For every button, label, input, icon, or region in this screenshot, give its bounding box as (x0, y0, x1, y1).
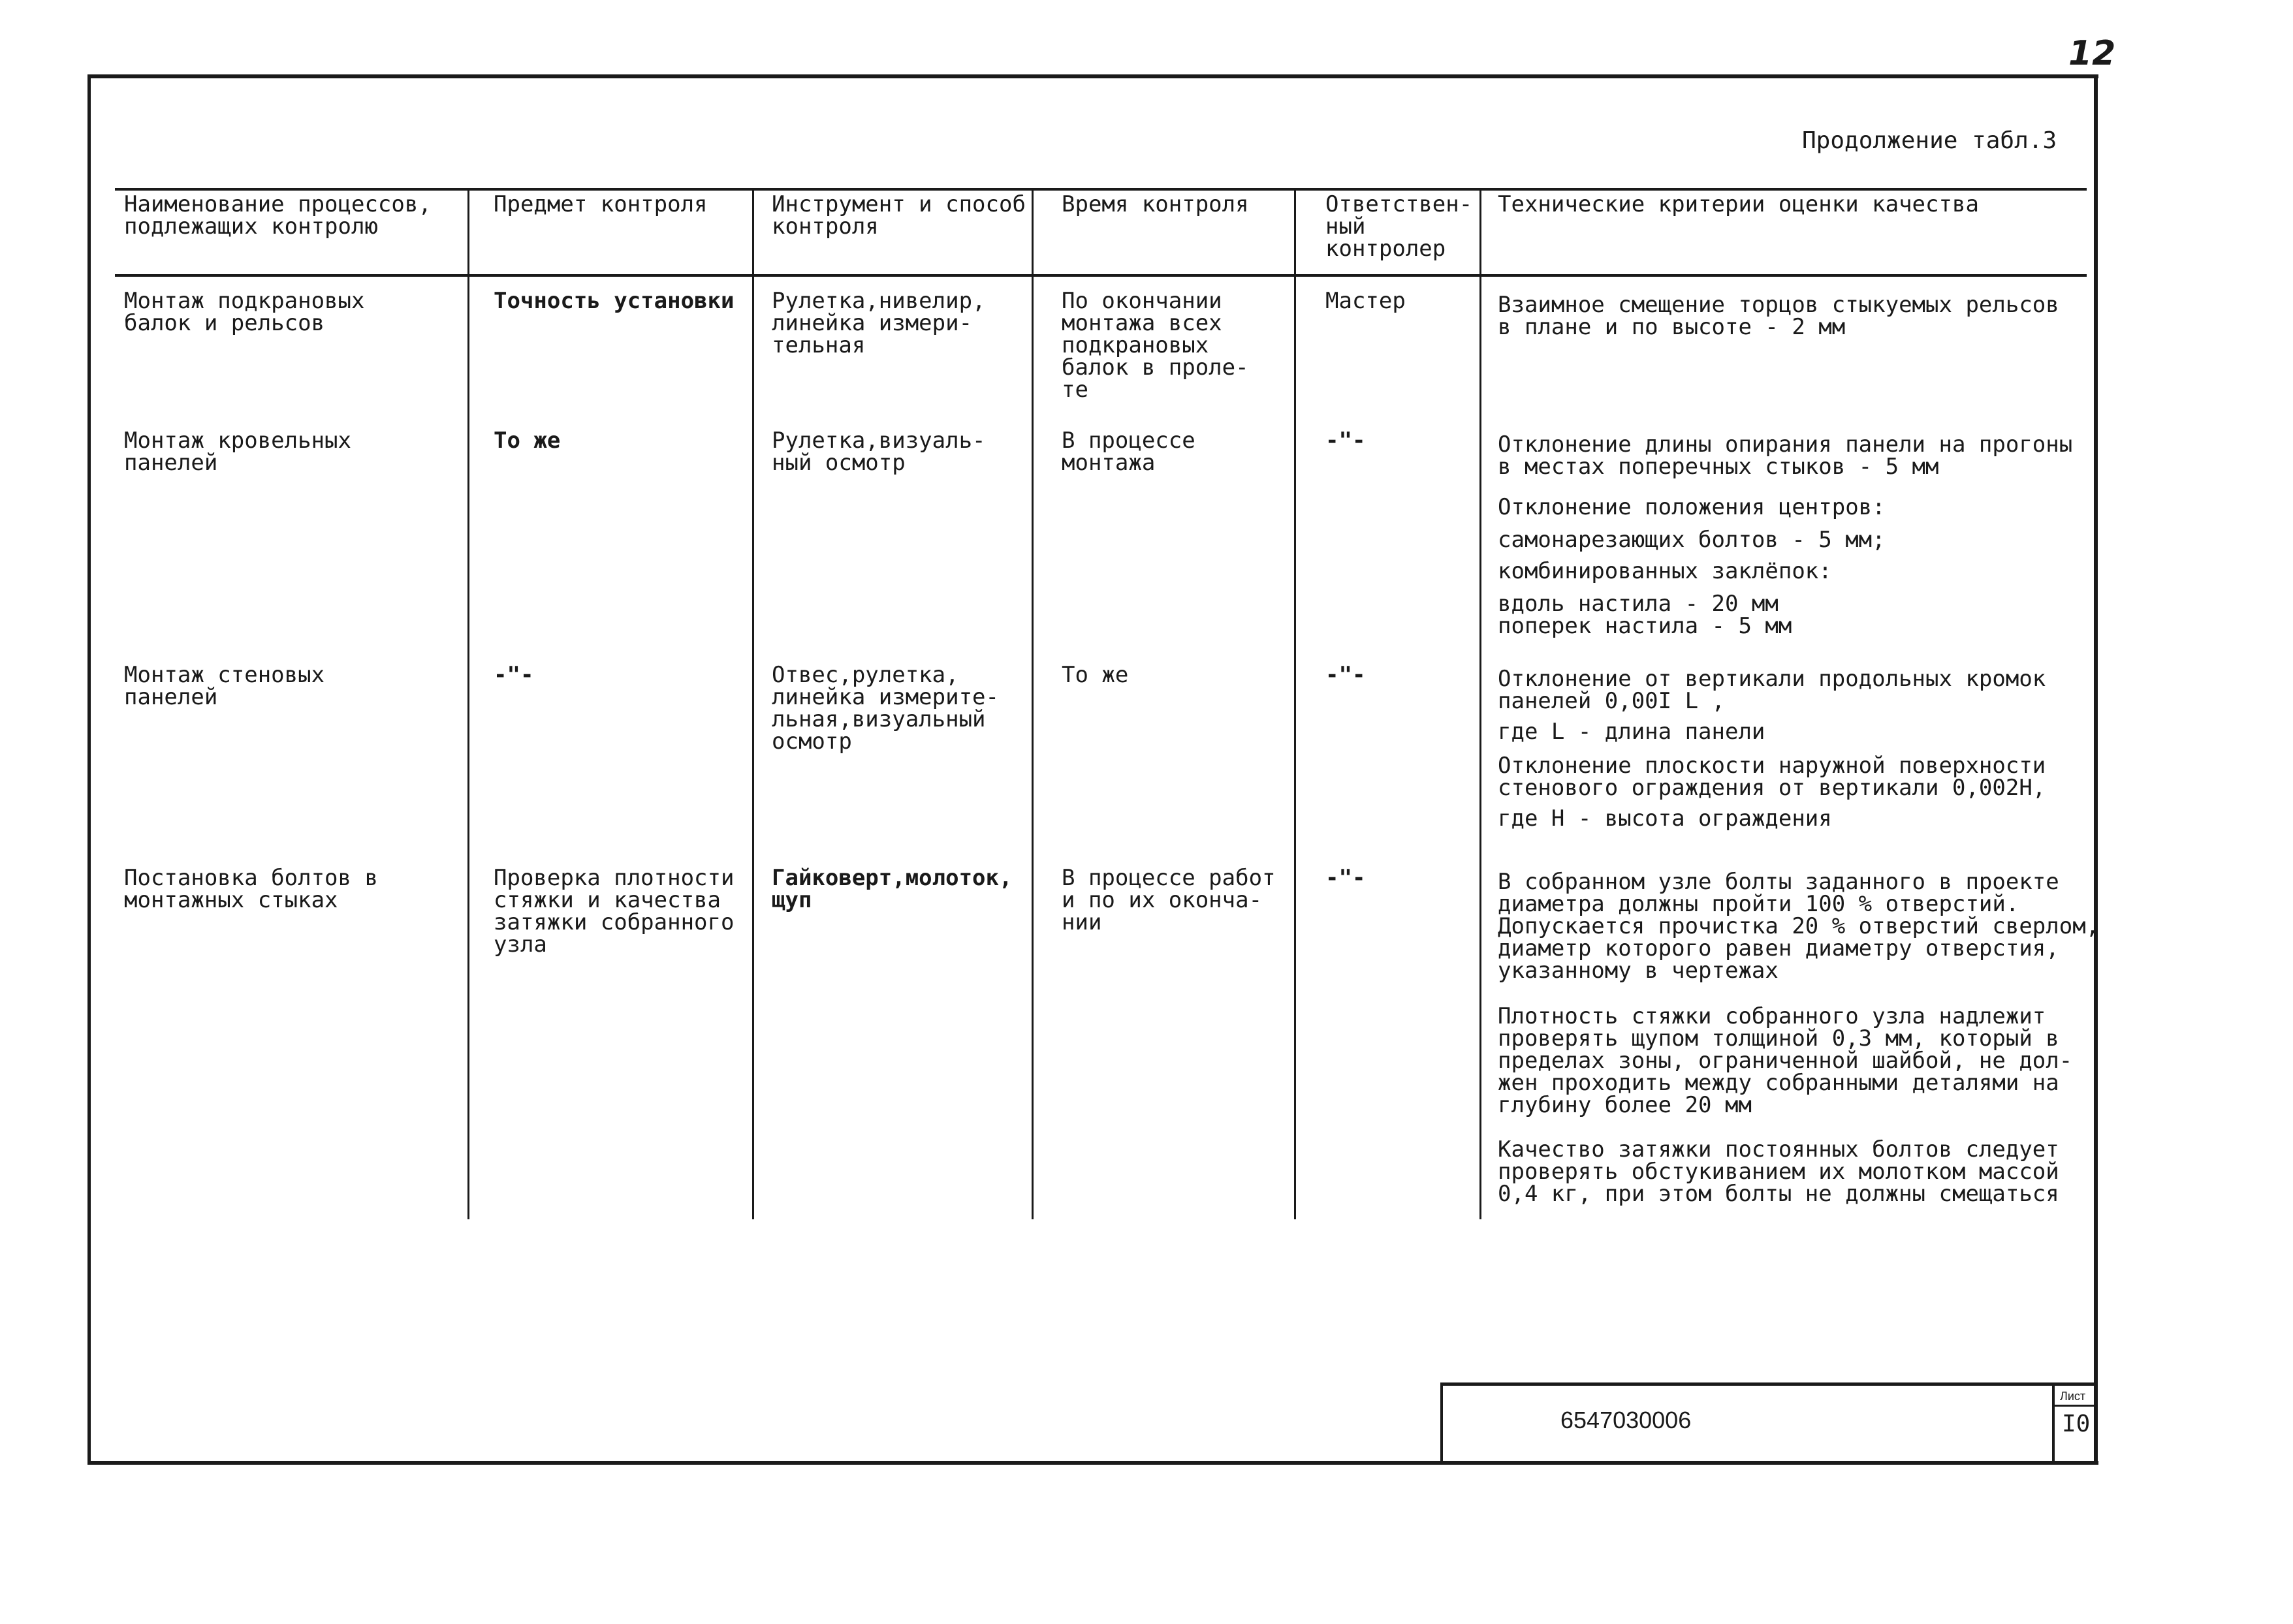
table-caption: Продолжение табл.3 (1802, 127, 2057, 154)
row-3-controller: -"- (1325, 662, 1366, 688)
frame-bottom-border (87, 1461, 2098, 1465)
row-1-controller: Мастер (1325, 288, 1406, 314)
row-3-time: То же (1062, 662, 1129, 688)
frame-top-border (87, 74, 2098, 78)
row-1-instrument: Рулетка,нивелир, линейка измери- тельная (772, 288, 986, 358)
document-code: 6547030006 (1560, 1407, 1692, 1433)
row-4-criteria-3: Качество затяжки постоянных болтов следует проверять обстукиванием их молотком массой 0,4 кг, при этом болты не должны смещаться (1498, 1136, 2059, 1207)
column-divider-3 (1032, 188, 1034, 1219)
table-header-rule (115, 274, 2087, 277)
header-controller: Ответствен- ный контролер (1325, 191, 1473, 262)
row-1-subject: Точность установки (494, 288, 735, 314)
row-4-criteria-1: В собранном узле болты заданного в проекте диаметра должны пройти 100 % отверстий. Допускается прочистка 20 % отверстий сверлом, диаметр которого равен диаметру отверстия, указанному в чертежах (1498, 869, 2100, 984)
row-3-process: Монтаж стеновых панелей (124, 662, 325, 710)
row-4-instrument: Гайковерт,молоток, щуп (772, 865, 1013, 913)
row-2-criteria-4: комбинированных заклёпок: (1498, 558, 1832, 584)
row-2-subject: То же (494, 428, 561, 454)
column-divider-5 (1479, 188, 1481, 1219)
header-time: Время контроля (1062, 191, 1249, 217)
column-divider-2 (752, 188, 754, 1219)
header-criteria: Технические критерии оценки качества (1498, 191, 1979, 217)
row-4-process: Постановка болтов в монтажных стыках (124, 865, 378, 913)
row-3-criteria-1: Отклонение от вертикали продольных кромок панелей 0,00I L , (1498, 666, 2046, 714)
frame-left-border (87, 74, 91, 1465)
row-4-subject: Проверка плотности стяжки и качества затяжки собранного узла (494, 865, 735, 958)
row-2-criteria-2: Отклонение положения центров: (1498, 494, 1886, 520)
frame-right-border (2094, 74, 2098, 1465)
header-instrument: Инструмент и способ контроля (772, 191, 1026, 240)
row-2-time: В процессе монтажа (1062, 428, 1195, 476)
stamp-left-rule (1440, 1382, 1443, 1463)
row-4-criteria-2: Плотность стяжки собранного узла надлежит проверять щупом толщиной 0,3 мм, который в пределах зоны, ограниченной шайбой, не дол- жен проходить между собранными деталями на глубину более 20 мм (1498, 1003, 2073, 1118)
column-divider-4 (1294, 188, 1296, 1219)
row-2-controller: -"- (1325, 428, 1366, 454)
page-number: 12 (2068, 34, 2116, 73)
header-process: Наименование процессов, подлежащих контролю (124, 191, 432, 240)
table-top-rule (115, 188, 2087, 191)
row-2-process: Монтаж кровельных панелей (124, 428, 351, 476)
row-4-time: В процессе работ и по их оконча- нии (1062, 865, 1276, 935)
row-3-criteria-2: где L - длина панели (1498, 719, 1765, 745)
stamp-sheet-label-rule (2052, 1405, 2096, 1407)
sheet-label: Лист (2060, 1390, 2086, 1403)
row-2-criteria-1: Отклонение длины опирания панели на прогоны в местах поперечных стыков - 5 мм (1498, 431, 2073, 480)
column-divider-1 (467, 188, 469, 1219)
header-subject: Предмет контроля (494, 191, 708, 217)
row-1-process: Монтаж подкрановых балок и рельсов (124, 288, 365, 336)
stamp-top-rule (1440, 1382, 2097, 1386)
row-3-criteria-4: где H - высота ограждения (1498, 805, 1832, 832)
row-2-criteria-3: самонарезающих болтов - 5 мм; (1498, 527, 1886, 553)
row-1-time: По окончании монтажа всех подкрановых балок в проле- те (1062, 288, 1249, 403)
row-4-controller: -"- (1325, 865, 1366, 891)
stamp-sheet-divider (2052, 1382, 2055, 1463)
row-1-criteria-1: Взаимное смещение торцов стыкуемых рельсов в плане и по высоте - 2 мм (1498, 292, 2059, 340)
row-2-instrument: Рулетка,визуаль- ный осмотр (772, 428, 986, 476)
row-2-criteria-5: вдоль настила - 20 мм поперек настила - 5 мм (1498, 591, 1792, 639)
row-3-subject: -"- (494, 662, 534, 688)
sheet-number: I0 (2062, 1411, 2091, 1437)
row-3-criteria-3: Отклонение плоскости наружной поверхности стенового ограждения от вертикали 0,002H, (1498, 753, 2046, 801)
row-3-instrument: Отвес,рулетка, линейка измерите- льная,визуальный осмотр (772, 662, 999, 755)
